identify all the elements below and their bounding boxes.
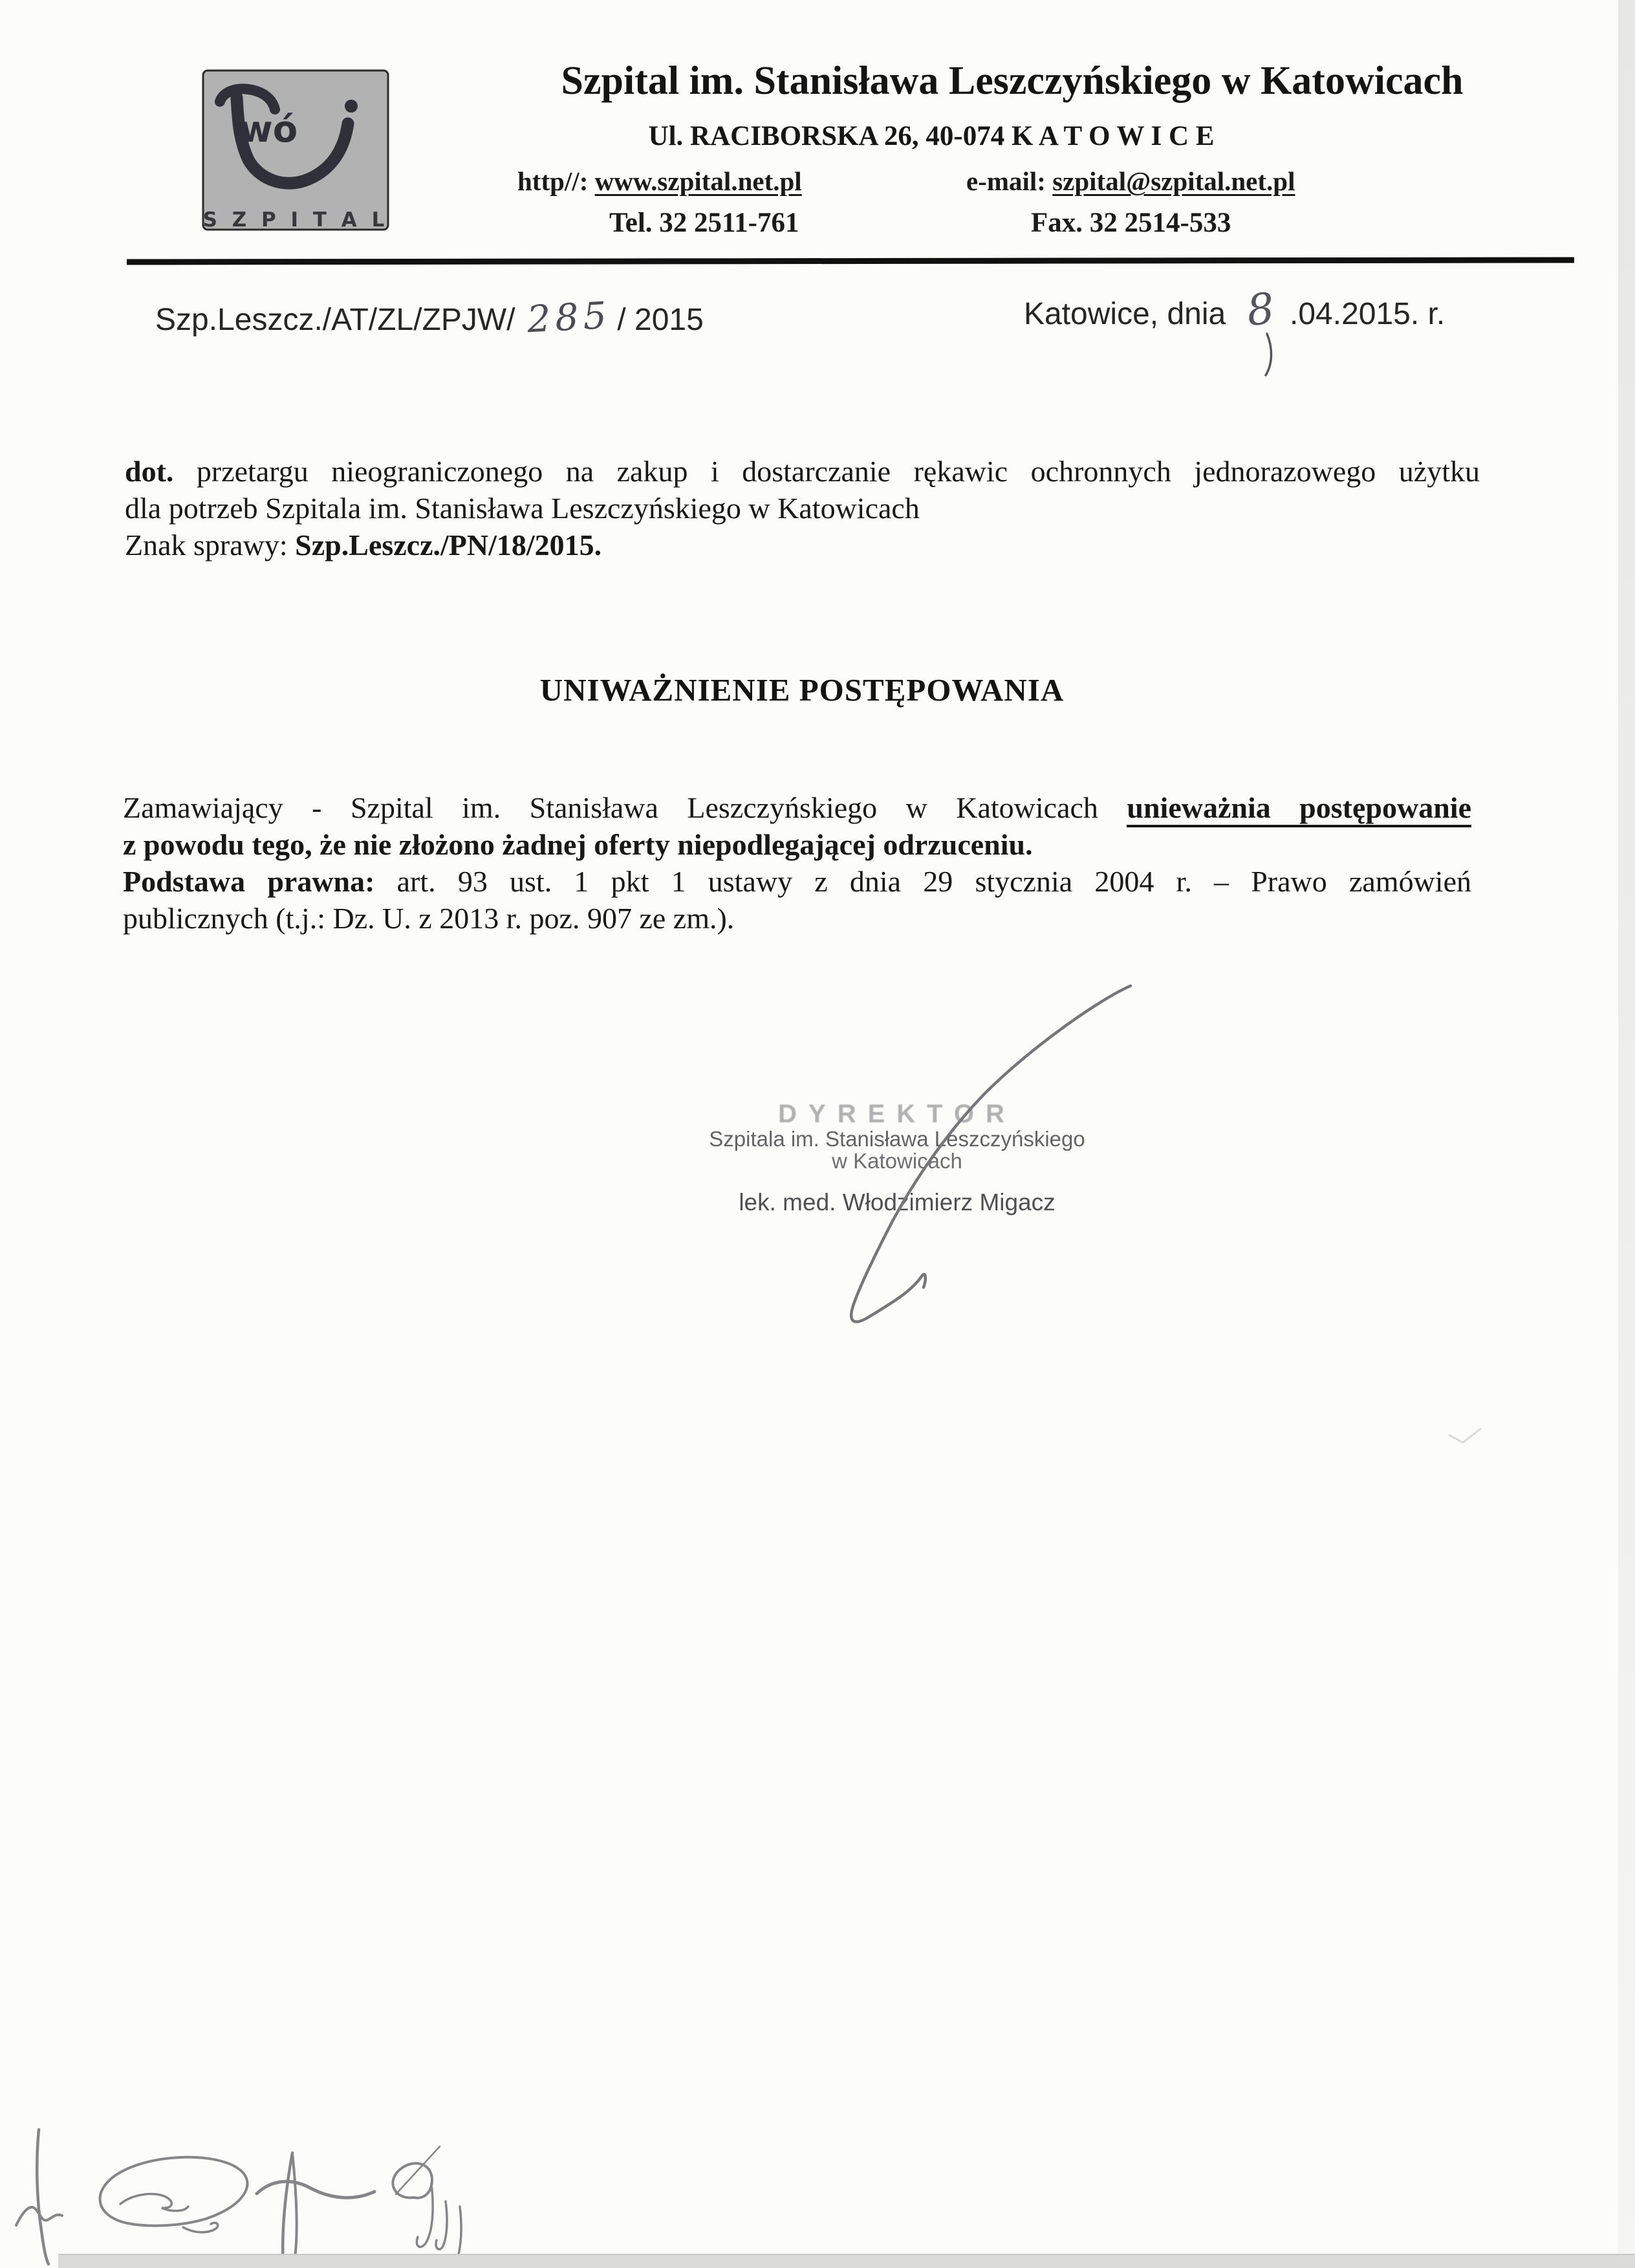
phone-number: Tel. 32 2511-761 — [609, 208, 799, 238]
subject-line-2: dla potrzeb Szpitala im. Stanisława Leszczyńskiego w Katowicach — [125, 492, 920, 525]
faint-pencil-tick — [1449, 1428, 1481, 1443]
hospital-name: Szpital im. Stanisława Leszczyńskiego w Katowicach — [561, 59, 1464, 103]
reference-suffix: / 2015 — [617, 303, 704, 337]
email-address: szpital@szpital.net.pl — [1052, 166, 1295, 196]
email-label: e-mail: — [966, 166, 1053, 196]
logo-word: wó — [239, 109, 298, 151]
reference-prefix: Szp.Leszcz./AT/ZL/ZPJW/ — [155, 303, 515, 337]
subject-paragraph — [125, 453, 1480, 563]
body-line-2: z powodu tego, że nie złożono żadnej oferty niepodlegającej odrzuceniu. — [123, 828, 1033, 861]
subject-line-1 — [125, 453, 1480, 490]
reference-number — [155, 294, 704, 342]
stamp-hospital-line-1: Szpitala im. Stanisława Leszczyńskiego — [709, 1127, 1085, 1151]
handwritten-case-number: 285 — [525, 294, 612, 342]
stamp-hospital-line-2: w Katowicach — [832, 1149, 962, 1173]
bottom-paraph-scribble — [16, 2130, 461, 2266]
stamp-director-title: DYREKTOR — [778, 1100, 1016, 1128]
handwritten-day: 8 — [1244, 283, 1277, 336]
scan-edge-bottom — [58, 2254, 1635, 2268]
subject-line-3 — [125, 527, 1480, 563]
body-line-1-text: Zamawiający - Szpital im. Stanisława Leszczyńskiego w Katowicach — [123, 791, 1127, 824]
date-suffix: .04.2015. r. — [1290, 297, 1446, 331]
hospital-address: Ul. RACIBORSKA 26, 40-074 K A T O W I C E — [648, 121, 1215, 151]
body-line-3 — [123, 863, 1471, 900]
stamp-signer-name: lek. med. Włodzimierz Migacz — [739, 1189, 1056, 1216]
date-flourish-stroke — [1266, 334, 1272, 375]
body-paragraph — [123, 789, 1471, 937]
body-line-1 — [123, 789, 1471, 826]
fax-number: Fax. 32 2514-533 — [1031, 208, 1231, 238]
legal-basis-label: Podstawa prawna: — [123, 865, 375, 898]
body-line-4: publicznych (t.j.: Dz. U. z 2013 r. poz. 907 ze zm.). — [123, 902, 735, 935]
case-number-label: Znak sprawy: — [125, 529, 296, 562]
scan-edge-right — [1618, 0, 1635, 2268]
subject-dot-label: dot. — [125, 455, 174, 488]
annulment-statement: unieważnia postępowanie — [1127, 791, 1471, 827]
document-heading: UNIWAŻNIENIE POSTĘPOWANIA — [539, 672, 1065, 708]
website-label: http//: — [517, 166, 595, 196]
subject-line-1-text: przetargu nieograniczonego na zakup i dostarczanie rękawic ochronnych jednorazowego użytku — [173, 455, 1480, 488]
legal-basis-text: art. 93 ust. 1 pkt 1 ustawy z dnia 29 stycznia 2004 r. – Prawo zamówień — [374, 865, 1471, 898]
hospital-logo — [202, 69, 389, 231]
place-and-date-label: Katowice, dnia — [1024, 297, 1226, 331]
email-line — [966, 166, 1295, 197]
website-url: www.szpital.net.pl — [594, 166, 802, 196]
header-divider — [127, 257, 1574, 265]
case-number-value: Szp.Leszcz./PN/18/2015. — [295, 529, 602, 562]
logo-caption: S Z P I T A L — [202, 208, 389, 231]
twoj-szpital-logo-icon — [202, 69, 389, 231]
website-line — [517, 166, 802, 197]
